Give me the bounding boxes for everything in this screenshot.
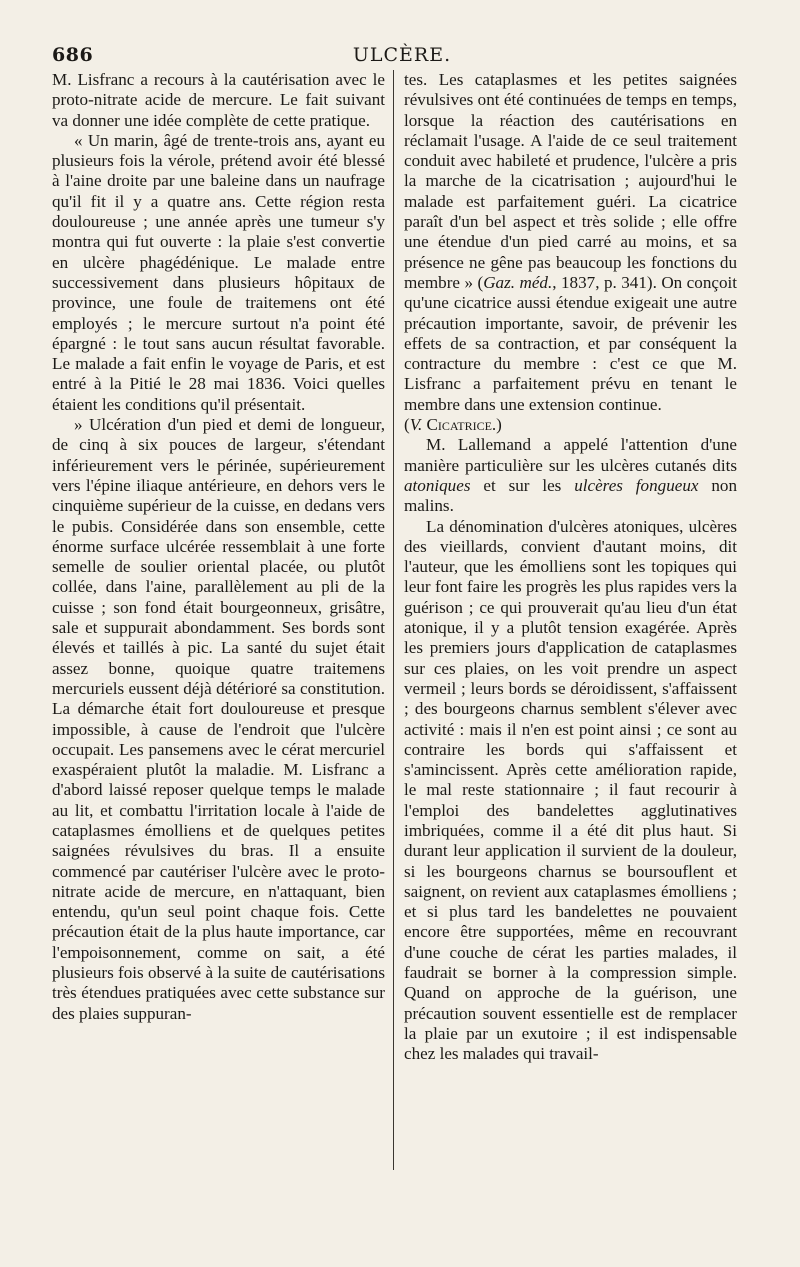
left-column <box>52 70 385 1024</box>
text-run: , 1837, p. 341). On conçoit qu'une cicatrice aussi étendue exigeait une autre précaution importante, savoir, de prévenir les effets de sa contraction, et par conséquent la contracture du membre : c'est ce que M. Lisfranc a parfaitement prévu en tenant le membre dans une extension continue. <box>404 272 737 414</box>
ref-v: V. <box>409 415 423 435</box>
paragraph: M. Lisfranc a recours à la cautérisation avec le proto-nitrate acide de mercure. Le fait suivant va donner une idée complète de cette pratique. <box>52 70 385 130</box>
page-header <box>52 44 742 70</box>
ref-word: Cicatrice <box>426 415 492 435</box>
paragraph: La dénomination d'ulcères atoniques, ulcères des vieillards, convient d'autant moins, dit l'auteur, que les émolliens sont les topiques qui leur font faire les progrès les plus rapides vers la guérison ; ce qui prouverait qu'au lieu d'un état atonique, il y a plutôt tension exagérée. Après les premiers jours d'application de cataplasmes sur ces plaies, on les voit prendre un aspect vermeil ; leurs bords se déroidissent, s'affaissent ; des bourgeons charnus semblent s'élever avec activité : mais il n'en est point ainsi ; ce sont au contraire les bords qui s'affaissent et s'amincissent. Après cette amélioration rapide, le mal reste stationnaire ; il faut recourir à l'emploi des bandelettes agglutinatives imbriquées, comme il a été dit plus haut. Si durant leur application il survient de la douleur, si les bourgeons charnus se boursouflent et saignent, on revient aux cataplasmes émolliens ; et si plus tard les bandelettes ne pouvaient encore être supportées, même en recouvrant d'une couche de cérat les parties malades, il faudrait se borner à la compression simple. Quand on approche de la guérison, une précaution souvent essentielle est de remplacer la plaie par un exutoire ; il est indispensable chez les malades qui travail- <box>404 516 737 1064</box>
column-divider <box>393 70 394 1170</box>
term-fongueux: ulcères fongueux <box>574 475 699 495</box>
text-run: M. Lallemand a appelé l'attention d'une manière particulière sur les ulcères cutanés dits <box>404 435 737 475</box>
text-run: et sur les <box>470 475 575 495</box>
cross-reference <box>404 415 737 435</box>
right-column <box>404 70 737 1065</box>
text-run: tes. Les cataplasmes et les petites saignées révulsives ont été continuées de temps en temps, lorsque la réaction des cautérisations en réclamait l'usage. A l'aide de ce seul traitement conduit avec habileté et prudence, l'ulcère a pris la marche de la cicatrisation ; aujourd'hui le malade est parfaitement guéri. La cicatrice paraît d'un bel aspect et très solide ; elle offre une étendue d'un pied carré au moins, et sa présence ne gêne pas beaucoup les fonctions du membre » ( <box>404 70 737 292</box>
paragraph: » Ulcération d'un pied et demi de longueur, de cinq à six pouces de largeur, s'étendant inférieurement vers le périnée, supérieurement vers l'épine iliaque antérieure, en dehors vers le cinquième supérieur de la cuisse, en dedans vers le pubis. Considérée dans son ensemble, cette énorme surface ulcérée ressemblait à une forte semelle de soulier oriental placée, ou plutôt collée, dans l'aine, parallèlement au pli de la cuisse ; son fond était bourgeonneux, grisâtre, sale et suppurait abondamment. Ses bords sont élevés et taillés à pic. La santé du sujet était assez bonne, quoique quatre traitemens mercuriels eussent déjà détérioré sa constitution. La démarche était fort douloureuse et presque impossible, à cause de l'endroit que l'ulcère occupait. Les pansemens avec le cérat mercuriel exaspéraient plutôt la maladie. M. Lisfranc a d'abord laissé reposer quelque temps le malade au lit, et combattu l'irritation locale à l'aide de cataplasmes émolliens et de quelques petites saignées révulsives du bras. Il a ensuite commencé par cautériser l'ulcère avec le proto-nitrate acide de mercure, en n'attaquant, bien entendu, qu'un seul point chaque fois. Cette précaution était de la plus haute importance, car l'empoisonnement, comme on sait, a été plusieurs fois observé à la suite de cautérisations très étendues pratiquées avec cette substance sur des plaies suppuran- <box>52 415 385 1023</box>
term-atoniques: atoniques <box>404 475 471 495</box>
paragraph <box>404 70 737 415</box>
running-title: ULCÈRE. <box>352 44 452 66</box>
ref-close: .) <box>491 415 502 435</box>
citation: Gaz. méd. <box>483 272 553 292</box>
paragraph <box>404 435 737 516</box>
page-number: 686 <box>52 44 94 66</box>
ref-open: ( <box>404 415 410 435</box>
text-run: non malins. <box>404 475 737 516</box>
paragraph: « Un marin, âgé de trente-trois ans, ayant eu plusieurs fois la vérole, prétend avoir été blessé à l'aine droite par une baleine dans un naufrage qu'il fit il y a quatre ans. Cette région resta douloureuse ; une année après une tumeur s'y montra qui fut ouverte : la plaie s'est convertie en ulcère phagédénique. Le malade entre successivement dans plusieurs hôpitaux de province, une foule de traitemens ont été employés ; le mercure surtout n'a point été épargné : le tout sans aucun résultat favorable. Le malade a fait enfin le voyage de Paris, et est entré à la Pitié le 28 mai 1836. Voici quelles étaient les conditions qu'il présentait. <box>52 130 385 414</box>
